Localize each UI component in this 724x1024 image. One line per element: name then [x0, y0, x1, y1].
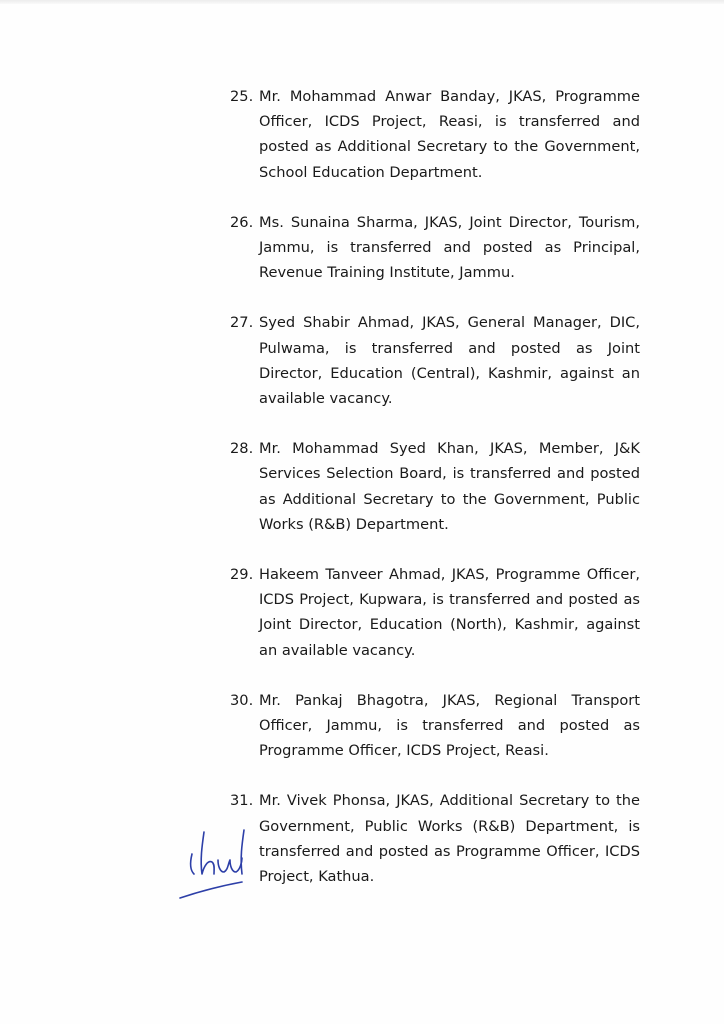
list-item [230, 310, 640, 411]
handwritten-signature [178, 826, 260, 904]
transfer-order-list [230, 84, 640, 914]
list-item [230, 436, 640, 537]
item-number: 29. [230, 566, 254, 584]
item-number: 27. [230, 314, 254, 332]
list-item [230, 210, 640, 286]
list-item [230, 688, 640, 764]
item-text: Syed Shabir Ahmad, JKAS, General Manager, DIC, Pulwama, is transferred and posted as Joint Director, Education (Central), Kashmir, against an available vacancy. [259, 314, 640, 408]
item-number: 31. [230, 792, 254, 810]
item-text: Mr. Pankaj Bhagotra, JKAS, Regional Transport Officer, Jammu, is transferred and posted as Programme Officer, ICDS Project, Reasi. [259, 691, 640, 760]
list-item [230, 788, 640, 889]
item-number: 26. [230, 213, 254, 231]
item-text: Ms. Sunaina Sharma, JKAS, Joint Director, Tourism, Jammu, is transferred and posted as Principal, Revenue Training Institute, Jammu. [259, 213, 640, 282]
item-number: 30. [230, 691, 254, 709]
list-item [230, 562, 640, 663]
list-item [230, 84, 640, 185]
item-number: 25. [230, 88, 254, 105]
item-text: Mr. Mohammad Syed Khan, JKAS, Member, J&K Services Selection Board, is transferred and posted as Additional Secretary to the Government, Public Works (R&B) Department. [259, 440, 640, 533]
item-text: Hakeem Tanveer Ahmad, JKAS, Programme Officer, ICDS Project, Kupwara, is transferred and posted as Joint Director, Education (North), Kashmir, against an available vacancy. [259, 566, 640, 659]
item-text: Mr. Vivek Phonsa, JKAS, Additional Secretary to the Government, Public Works (R&B) Department, is transferred and posted as Programme Officer, ICDS Project, Kathua. [259, 792, 640, 886]
item-text: Mr. Mohammad Anwar Banday, JKAS, Programme Officer, ICDS Project, Reasi, is transferred and posted as Additional Secretary to the Government, School Education Department. [259, 88, 640, 181]
scan-edge [0, 0, 724, 4]
item-number: 28. [230, 440, 254, 458]
